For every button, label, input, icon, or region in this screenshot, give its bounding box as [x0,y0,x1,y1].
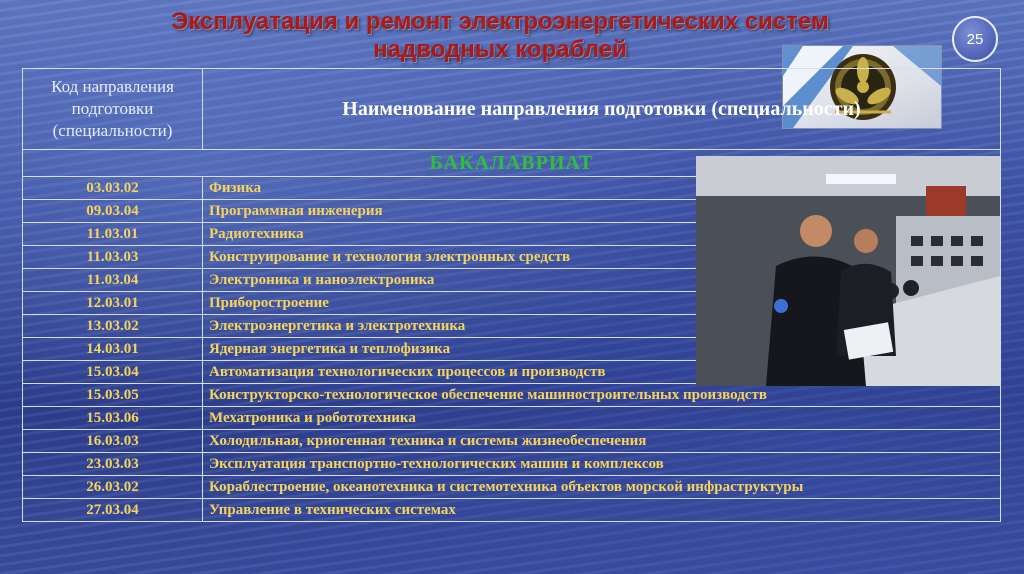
row-name: Радиотехника [203,223,1001,246]
row-code: 23.03.03 [23,453,203,476]
table-header-row [23,69,1001,150]
row-code: 11.03.03 [23,246,203,269]
crew-photo [696,156,1000,386]
row-code: 11.03.04 [23,269,203,292]
row-name: Конструирование и технология электронных средств [203,246,1001,269]
row-name: Ядерная энергетика и теплофизика [203,338,1001,361]
row-code: 15.03.05 [23,384,203,407]
row-name: Мехатроника и робототехника [203,407,1001,430]
row-code: 09.03.04 [23,200,203,223]
row-code: 13.03.02 [23,315,203,338]
band-label: БАКАЛАВРИАТ [23,150,1001,177]
row-code: 11.03.01 [23,223,203,246]
slide-title-line1: Эксплуатация и ремонт электроэнергетических систем [171,8,829,35]
row-code: 15.03.06 [23,407,203,430]
row-code: 14.03.01 [23,338,203,361]
table-row [23,499,1001,522]
slide-title-line2: надводных кораблей [373,36,627,63]
row-name: Приборостроение [203,292,1001,315]
header-code: Код направления подготовки (специальности) [23,69,203,150]
slide-title [100,8,900,64]
slide-number-badge: 25 [952,16,998,62]
row-name: Электроника и наноэлектроника [203,269,1001,292]
row-name: Программная инженерия [203,200,1001,223]
header-name: Наименование направления подготовки (специальности) [203,69,1001,150]
table-row [23,453,1001,476]
table-row [23,430,1001,453]
row-name: Электроэнергетика и электротехника [203,315,1001,338]
row-name: Холодильная, криогенная техника и системы жизнеобеспечения [203,430,1001,453]
row-name: Физика [203,177,1001,200]
table-row [23,407,1001,430]
row-code: 27.03.04 [23,499,203,522]
crew-photo-illustration [696,156,1000,386]
row-name: Конструкторско-технологическое обеспечение машиностроительных производств [203,384,1001,407]
row-code: 16.03.03 [23,430,203,453]
table-row [23,384,1001,407]
row-code: 03.03.02 [23,177,203,200]
table-row [23,476,1001,499]
row-name: Кораблестроение, океанотехника и системотехника объектов морской инфраструктуры [203,476,1001,499]
row-code: 26.03.02 [23,476,203,499]
row-name: Эксплуатация транспортно-технологических машин и комплексов [203,453,1001,476]
row-code: 15.03.04 [23,361,203,384]
row-name: Управление в технических системах [203,499,1001,522]
row-name: Автоматизация технологических процессов и производств [203,361,1001,384]
row-code: 12.03.01 [23,292,203,315]
